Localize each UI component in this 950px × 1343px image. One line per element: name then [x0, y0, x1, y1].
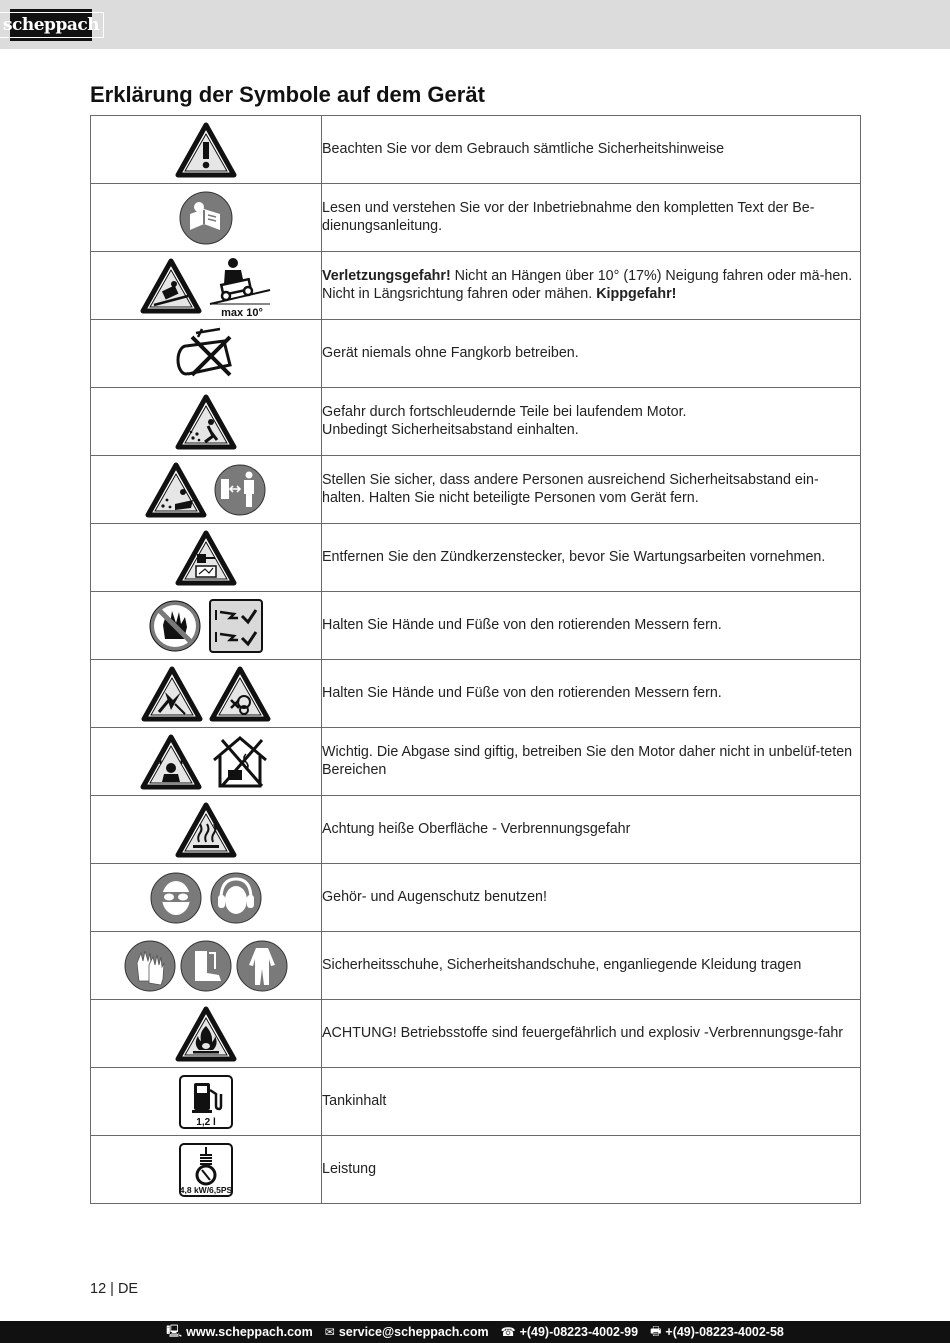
row-text: Wichtig. Die Abgase sind giftig, betreiben Sie den Motor daher nicht in unbelüf-teten Bereichen	[322, 728, 861, 796]
row-text: Halten Sie Hände und Füße von den rotierenden Messern fern.	[322, 660, 861, 728]
hot-surface-warning-icon	[175, 802, 237, 858]
row-text: Gerät niemals ohne Fangkorb betreiben.	[322, 320, 861, 388]
row-text: Verletzungsgefahr! Nicht an Hängen über 10° (17%) Neigung fahren oder mä-hen. Nicht in Längsrichtung fahren oder mähen. Kippgefahr!	[322, 252, 861, 320]
flammable-warning-icon	[175, 1006, 237, 1062]
no-operation-without-grass-catcher-icon	[174, 325, 238, 383]
computer-icon: 🖳	[166, 1323, 183, 1338]
table-row	[91, 1068, 861, 1136]
table-row	[91, 388, 861, 456]
gloves-icon	[123, 939, 177, 993]
website-text: www.scheppach.com	[186, 1325, 313, 1339]
flying-debris-warning-icon	[175, 394, 237, 450]
protective-clothing-icon	[235, 939, 289, 993]
table-row	[91, 456, 861, 524]
email-contact[interactable]	[325, 1325, 489, 1339]
fax-contact[interactable]	[650, 1322, 784, 1343]
row-text: Sicherheitsschuhe, Sicherheitshandschuhe, enganliegende Kleidung tragen	[322, 932, 861, 1000]
tip-over-warning-icon	[140, 258, 202, 314]
table-row	[91, 184, 861, 252]
read-manual-icon	[178, 190, 234, 246]
ear-protection-icon	[209, 871, 263, 925]
row-text: ACHTUNG! Betriebsstoffe sind feuergefährlich und explosiv -Verbrennungsge-fahr	[322, 1000, 861, 1068]
slope-icon	[208, 254, 272, 318]
eye-protection-icon	[149, 871, 203, 925]
fuel-tank-label: 1,2 l	[196, 1116, 216, 1128]
row-text: Stellen Sie sicher, dass andere Personen ausreichend Sicherheitsabstand ein-halten. Halten Sie nicht beteiligte Personen vom Gerät fern.	[322, 456, 861, 524]
row-text: Lesen und verstehen Sie vor der Inbetriebnahme den kompletten Text der Be-dienungsanleitung.	[322, 184, 861, 252]
symbol-table	[90, 115, 861, 1204]
table-row	[91, 116, 861, 184]
foot-cut-warning-icon	[209, 666, 271, 722]
table-row	[91, 728, 861, 796]
row-text: Beachten Sie vor dem Gebrauch sämtliche Sicherheitshinweise	[322, 116, 861, 184]
email-icon: ✉	[324, 1325, 335, 1339]
table-row	[91, 320, 861, 388]
phone-text: +(49)-08223-4002-99	[519, 1325, 639, 1339]
table-row	[91, 796, 861, 864]
row-text: Achtung heiße Oberfläche - Verbrennungsgefahr	[322, 796, 861, 864]
page-number: 12 | DE	[90, 1281, 139, 1297]
table-row	[91, 1136, 861, 1204]
engine-power-icon	[178, 1142, 234, 1198]
table-row	[91, 1000, 861, 1068]
page-title: Erklärung der Symbole auf dem Gerät	[90, 82, 485, 107]
row-text: Gehör- und Augenschutz benutzen!	[322, 864, 861, 932]
row-text: Halten Sie Hände und Füße von den rotierenden Messern fern.	[322, 592, 861, 660]
table-row	[91, 592, 861, 660]
website-contact[interactable]	[166, 1322, 313, 1343]
hand-cut-warning-icon	[141, 666, 203, 722]
table-row	[91, 864, 861, 932]
fax-text: +(49)-08223-4002-58	[665, 1325, 784, 1339]
general-warning-icon	[175, 122, 237, 178]
blade-hazard-icon	[208, 598, 264, 654]
no-hands-icon	[148, 599, 202, 653]
fax-icon: 🖶	[650, 1323, 662, 1338]
row-text: Leistung	[322, 1136, 861, 1204]
row-text: Gefahr durch fortschleudernde Teile bei laufendem Motor. Unbedingt Sicherheitsabstand einhalten.	[322, 388, 861, 456]
engine-power-label: 4,8 kW/6,5PS	[179, 1184, 233, 1195]
spark-plug-warning-icon	[175, 530, 237, 586]
keep-distance-icon	[213, 463, 267, 517]
toxic-fumes-warning-icon	[140, 734, 202, 790]
table-row	[91, 660, 861, 728]
row-text: Entfernen Sie den Zündkerzenstecker, bevor Sie Wartungsarbeiten vornehmen.	[322, 524, 861, 592]
phone-contact[interactable]	[501, 1325, 638, 1339]
thrown-objects-warning-icon	[145, 462, 207, 518]
scheppach-logo: scheppach	[10, 9, 92, 41]
fuel-tank-icon	[178, 1074, 234, 1130]
no-indoor-operation-icon	[208, 732, 272, 792]
safety-boots-icon	[179, 939, 233, 993]
slope-label: max 10°	[221, 306, 263, 318]
table-row	[91, 524, 861, 592]
phone-icon: ☎	[500, 1325, 516, 1339]
table-row	[91, 932, 861, 1000]
table-row	[91, 252, 861, 320]
row-text: Tankinhalt	[322, 1068, 861, 1136]
contact-bar	[0, 1321, 950, 1343]
email-text: service@scheppach.com	[338, 1325, 489, 1339]
top-bar	[0, 0, 950, 49]
